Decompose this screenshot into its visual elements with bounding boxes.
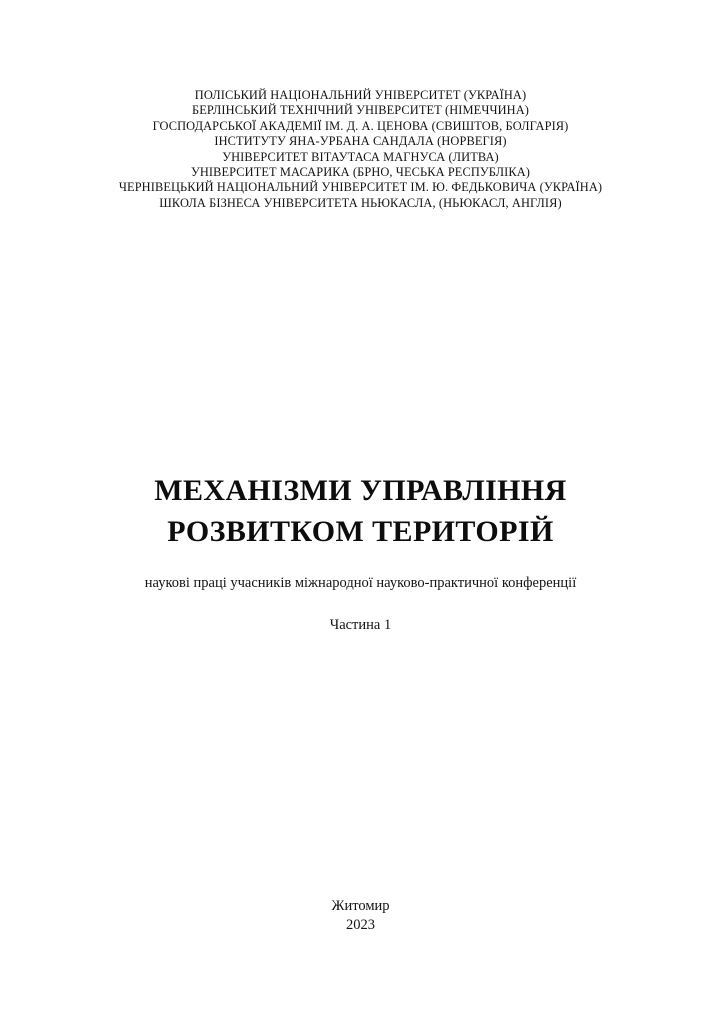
institutions-list (0, 88, 721, 211)
institution-line: ГОСПОДАРСЬКОЇ АКАДЕМІЇ ІМ. Д. А. ЦЕНОВА (СВИШТОВ, БОЛГАРІЯ) (152, 118, 569, 133)
volume-part-label: Частина 1 (329, 617, 392, 633)
institution-line: ПОЛІСЬКИЙ НАЦІОНАЛЬНИЙ УНІВЕРСИТЕТ (УКРАЇНА) (194, 88, 527, 102)
publication-year: 2023 (346, 917, 375, 933)
institution-line: ЧЕРНІВЕЦЬКИЙ НАЦІОНАЛЬНИЙ УНІВЕРСИТЕТ ІМ. Ю. ФЕДЬКОВИЧА (УКРАЇНА) (118, 180, 603, 195)
institution-line: УНІВЕРСИТЕТ ВІТАУТАСА МАГНУСА (ЛИТВА) (222, 149, 499, 164)
institution-line: ШКОЛА БІЗНЕСА УНІВЕРСИТЕТА НЬЮКАСЛА, (НЬЮКАСЛ, АНГЛІЯ) (159, 195, 562, 210)
page-title-line: РОЗВИТКОМ ТЕРИТОРІЙ (167, 515, 554, 548)
institution-line: УНІВЕРСИТЕТ МАСАРИКА (БРНО, ЧЕСЬКА РЕСПУБЛІКА) (190, 165, 531, 180)
page-subtitle: наукові праці учасників міжнародної науково-практичної конференції (144, 575, 577, 591)
institution-line: БЕРЛІНСЬКИЙ ТЕХНІЧНИЙ УНІВЕРСИТЕТ (НІМЕЧЧИНА) (191, 103, 529, 118)
institution-line: ІНСТИТУТУ ЯНА-УРБАНА САНДАЛА (НОРВЕГІЯ) (214, 134, 507, 149)
imprint (0, 897, 721, 935)
publication-city: Житомир (331, 898, 390, 914)
page-title-line: МЕХАНІЗМИ УПРАВЛІННЯ (154, 474, 567, 507)
page-title (0, 470, 721, 552)
